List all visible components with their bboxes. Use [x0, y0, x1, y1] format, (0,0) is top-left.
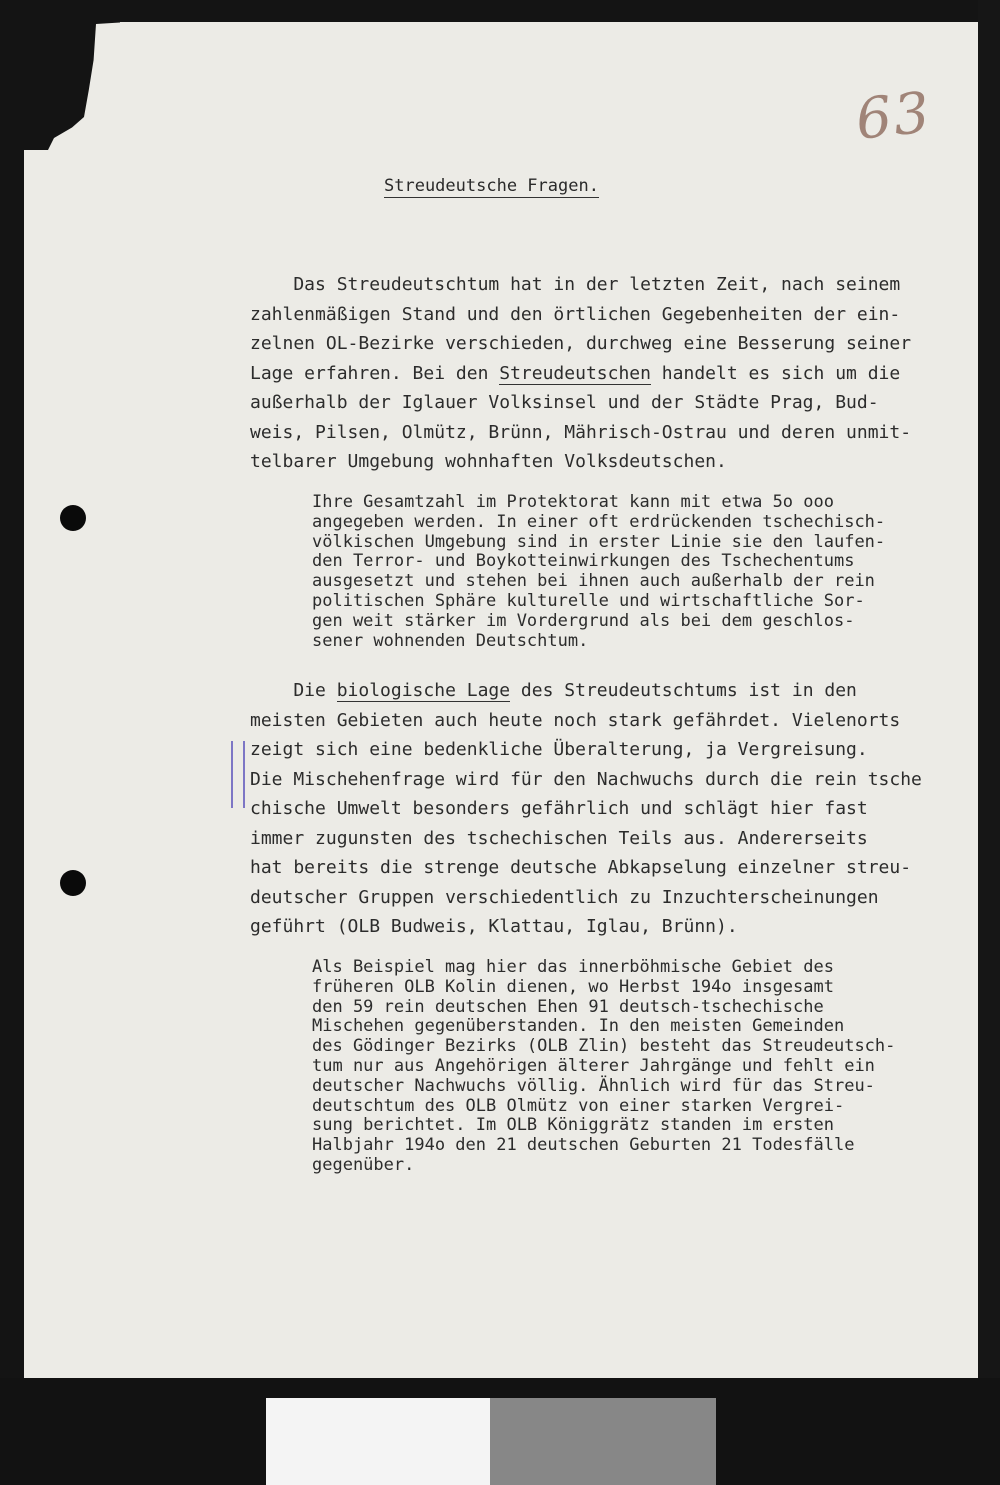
punch-hole-upper — [60, 505, 86, 531]
color-calibration-strip — [266, 1398, 716, 1485]
text-line: geführt (OLB Budweis, Klattau, Iglau, Brünn). — [250, 916, 738, 937]
text-line: meisten Gebieten auch heute noch stark gefährdet. Vielenorts — [250, 709, 901, 731]
text-line: tum nur aus Angehörigen älterer Jahrgänge und fehlt ein — [312, 1055, 875, 1076]
text-line: deutscher Gruppen verschiedentlich zu Inzuchterscheinungen — [250, 886, 879, 908]
text-line: des Gödinger Bezirks (OLB Zlin) besteht das Streudeutsch- — [312, 1036, 896, 1057]
scan-background-top — [0, 0, 1000, 22]
text-line: immer zugunsten des tschechischen Teils aus. Andererseits — [250, 827, 868, 849]
text-line — [250, 676, 970, 706]
underlined-term: Streudeutschen — [499, 362, 651, 384]
text-line: sener wohnenden Deutschtum. — [312, 630, 589, 651]
paragraph-2 — [312, 493, 972, 651]
text-line: Die Mischehenfrage wird für den Nachwuchs durch die rein tsche — [250, 768, 922, 790]
text-line: angegeben werden. In einer oft erdrückenden tschechisch- — [312, 511, 886, 532]
gray-swatch — [490, 1398, 716, 1485]
text-line: chische Umwelt besonders gefährlich und schlägt hier fast — [250, 798, 868, 819]
text-segment: handelt es sich um die — [650, 362, 901, 384]
underlined-term: biologische Lage — [336, 680, 511, 701]
text-line: deutscher Nachwuchs völlig. Ähnlich wird für das Streu- — [312, 1075, 875, 1096]
text-line — [250, 359, 970, 389]
paragraph-1 — [250, 270, 970, 477]
text-line: Mischehen gegenüberstanden. In den meisten Gemeinden — [312, 1016, 845, 1037]
text-line: zahlenmäßigen Stand und den örtlichen Gegebenheiten der ein- — [250, 303, 901, 325]
text-line: telbarer Umgebung wohnhaften Volksdeutschen. — [250, 451, 727, 472]
white-swatch — [266, 1398, 490, 1485]
scan-background-left — [0, 0, 24, 1485]
text-line: Halbjahr 194o den 21 deutschen Geburten 21 Todesfälle — [312, 1135, 855, 1156]
text-line: früheren OLB Kolin dienen, wo Herbst 194o insgesamt — [312, 976, 834, 997]
text-segment: Die — [250, 680, 337, 701]
text-line: Ihre Gesamtzahl im Protektorat kann mit etwa 5o ooo — [312, 492, 834, 512]
text-line: hat bereits die strenge deutsche Abkapselung einzelner streu- — [250, 857, 912, 878]
paragraph-4 — [312, 958, 972, 1176]
text-line: Als Beispiel mag hier das innerböhmische Gebiet des — [312, 957, 834, 977]
punch-hole-lower — [60, 870, 86, 896]
marginal-mark — [231, 741, 245, 808]
text-segment: des Streudeutschtums ist in den — [510, 680, 857, 701]
page-number: 63 — [852, 80, 935, 153]
text-line: weis, Pilsen, Olmütz, Brünn, Mährisch-Ostrau und deren unmit- — [250, 421, 912, 443]
text-line: außerhalb der Iglauer Volksinsel und der Städte Prag, Bud- — [250, 392, 879, 413]
text-line: Das Streudeutschtum hat in der letzten Zeit, nach seinem — [250, 274, 901, 295]
scan-background-right — [978, 0, 1000, 1485]
text-line: gen weit stärker im Vordergrund als bei dem geschlos- — [312, 610, 855, 631]
text-line: zelnen OL-Bezirke verschieden, durchweg eine Besserung seiner — [250, 333, 912, 354]
paragraph-3 — [250, 676, 970, 942]
text-line: ausgesetzt und stehen bei ihnen auch außerhalb der rein — [312, 571, 875, 592]
text-segment: Lage erfahren. Bei den — [250, 362, 500, 384]
page-title: Streudeutsche Fragen. — [384, 176, 599, 196]
text-line: deutschtum des OLB Olmütz von einer starken Vergrei- — [312, 1095, 845, 1116]
text-line: gegenüber. — [312, 1154, 415, 1175]
text-line: zeigt sich eine bedenkliche Überalterung, ja Vergreisung. — [250, 739, 868, 760]
text-line: den 59 rein deutschen Ehen 91 deutsch-tschechische — [312, 996, 824, 1017]
text-line: den Terror- und Boykotteinwirkungen des Tschechentums — [312, 551, 855, 572]
text-line: sung berichtet. Im OLB Königgrätz standen im ersten — [312, 1115, 834, 1136]
text-line: völkischen Umgebung sind in erster Linie sie den laufen- — [312, 531, 886, 552]
text-line: politischen Sphäre kulturelle und wirtschaftliche Sor- — [312, 590, 865, 611]
